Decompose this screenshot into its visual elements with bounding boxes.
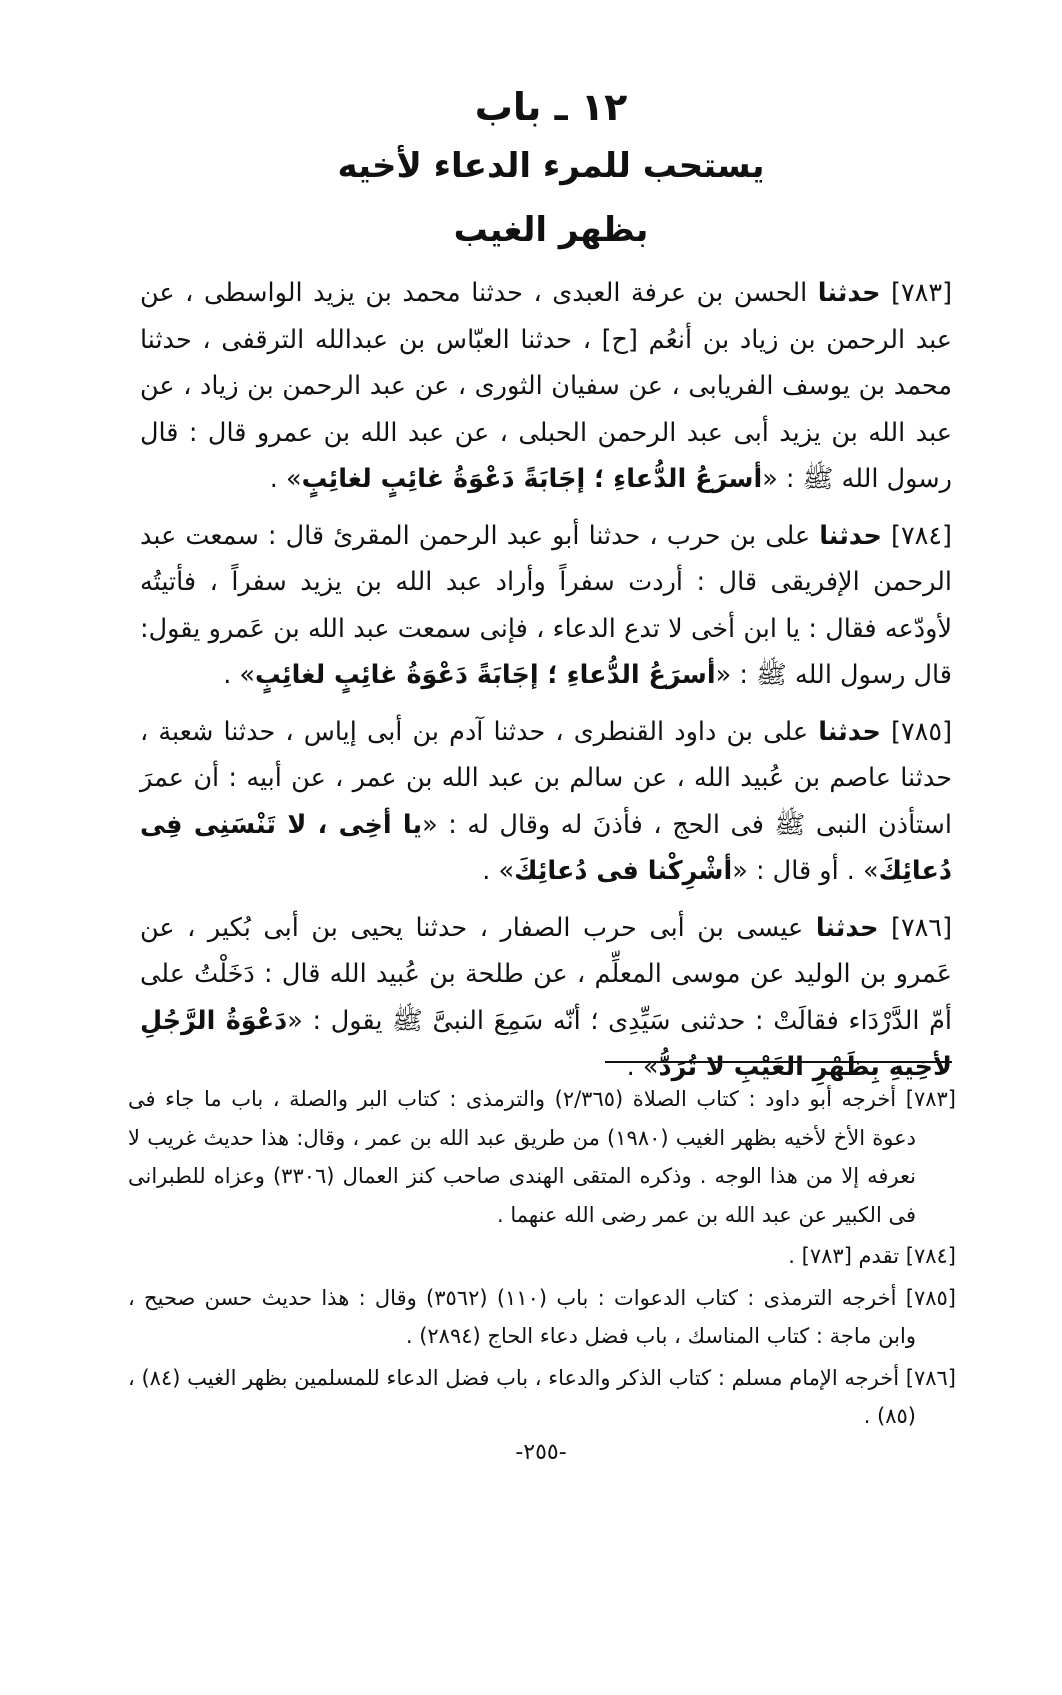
footnotes	[128, 1080, 956, 1439]
hadith-tail: » .	[223, 660, 256, 690]
page-number-text: -٢٥٥-	[515, 1440, 567, 1465]
hadith-body	[140, 270, 952, 1101]
hadith-text: عيسى بن أبى حرب الصفار ، حدثنا يحيى بن أبى بُكير ، عن عَمرو بن الوليد عن موسى المعلِّم ، عن طلحة بن عُبيد الله قال : دَخَلْتُ على أمّ الدَّرْدَاء فقالَتْ : حدثنى سَيِّدِى ؛ أنّه سَمِعَ النبىَّ ﷺ يقول : «	[140, 912, 952, 1036]
hadith-tail: » .	[626, 1052, 659, 1082]
hadith-lead: حدثنا	[815, 912, 879, 943]
footnote-text: أخرجه الإمام مسلم : كتاب الذكر والدعاء ، باب فضل الدعاء للمسلمين بظهر الغيب (٨٤) ، (٨٥) .	[128, 1365, 916, 1428]
hadith-mid: » . أو قال : «	[732, 856, 879, 886]
hadith-quote: يا أخِى ، لا تَنْسَنِى فِى دُعائِكَ	[140, 809, 952, 886]
hadith-number: [٧٨٤]	[891, 520, 952, 551]
chapter-heading	[0, 80, 1062, 262]
hadith-lead: حدثنا	[818, 716, 881, 747]
chapter-title-line-1: يستحب للمرء الدعاء لأخيه	[337, 146, 765, 186]
hadith-quote: أسرَعُ الدُّعاءِ ؛ إجَابَةً دَعْوَةُ غائِبٍ لغائِبٍ	[255, 660, 716, 690]
chapter-title-line-2: بظهر الغيب	[453, 210, 649, 250]
hadith-lead: حدثنا	[819, 520, 882, 551]
hadith-784	[140, 513, 952, 699]
footnote-text: تقدم [٧٨٣] .	[788, 1244, 900, 1268]
hadith-quote: أسرَعُ الدُّعاءِ ؛ إجَابَةً دَعْوَةُ غائِبٍ لغائِبٍ	[301, 464, 763, 494]
footnote-text: أخرجه أبو داود : كتاب الصلاة (٢/٣٦٥) والترمذى : كتاب البر والصلة ، باب ما جاء فى دعوة الأخ لأخيه بظهر الغيب (١٩٨٠) من طريق عبد الله بن عمر ، وقال: هذا حديث غريب لا نعرفه إلا من هذا الوجه . وذكره المتقى الهندى صاحب كنز العمال (٣٣٠٦) وعزاه للطبرانى فى الكبير عن عبد الله بن عمر رضى الله عنهما .	[128, 1087, 917, 1227]
hadith-text: على بن حرب ، حدثنا أبو عبد الرحمن المقرئ قال : سمعت عبد الرحمن الإفريقى قال : أردت سفراً وأراد عبد الله بن يزيد سفراً ، فأتيتُه لأودّعه فقال : يا ابن أخى لا تدع الدعاء ، فإنى سمعت عبد الله بن عَمرو يقول: قال رسول الله ﷺ : «	[140, 520, 952, 690]
hadith-text: الحسن بن عرفة العبدى ، حدثنا محمد بن يزيد الواسطى ، عن عبد الرحمن بن زياد بن أنعُم [ح] ، حدثنا العبّاس بن عبدالله الترقفى ، حدثنا محمد بن يوسف الفريابى ، عن سفيان الثورى ، عن عبد الرحمن بن زياد ، عن عبد الله بن يزيد أبى عبد الرحمن الحبلى ، عن عبد الله بن عمرو قال : قال رسول الله ﷺ : «	[140, 278, 952, 494]
hadith-785	[140, 709, 952, 895]
footnote-text: أخرجه الترمذى : كتاب الدعوات : باب (١١٠) (٣٥٦٢) وقال : هذا حديث حسن صحيح ، وابن ماجة : كتاب المناسك ، باب فضل دعاء الحاج (٢٨٩٤) .	[128, 1285, 916, 1348]
hadith-text: على بن داود القنطرى ، حدثنا آدم بن أبى إياس ، حدثنا شعبة ، حدثنا عاصم بن عُبيد الله ، عن سالم بن عبد الله بن عمر ، عن أبيه : أن عمرَ استأذن النبى ﷺ فى الحج ، فأذنَ له وقال له : «	[140, 716, 952, 840]
footnote-number: [٧٨٤]	[905, 1244, 956, 1268]
footnote-785	[128, 1279, 956, 1356]
hadith-quote: دَعْوَةُ الرَّجُلِ لأخِيهِ بِظَهْرِ الغَيْبِ لا تُرَدُّ	[140, 1005, 952, 1082]
hadith-quote-2: أشْرِكْنا فى دُعائِكَ	[514, 856, 733, 886]
footnote-number: [٧٨٦]	[905, 1365, 956, 1390]
hadith-number: [٧٨٣]	[891, 278, 953, 308]
footnote-number: [٧٨٣]	[905, 1087, 956, 1111]
footnote-separator	[605, 1061, 952, 1063]
hadith-tail: » .	[269, 464, 302, 494]
hadith-number: [٧٨٥]	[891, 716, 953, 747]
footnote-number: [٧٨٥]	[905, 1285, 956, 1310]
hadith-number: [٧٨٦]	[891, 912, 953, 943]
footnote-783	[128, 1080, 956, 1234]
footnote-784	[128, 1237, 956, 1276]
footnote-786	[128, 1359, 956, 1436]
chapter-number: ١٢ ـ باب	[474, 85, 628, 129]
hadith-783	[140, 270, 952, 503]
page-number	[0, 1440, 1062, 1465]
hadith-lead: حدثنا	[817, 278, 881, 308]
hadith-tail: » .	[482, 856, 515, 886]
